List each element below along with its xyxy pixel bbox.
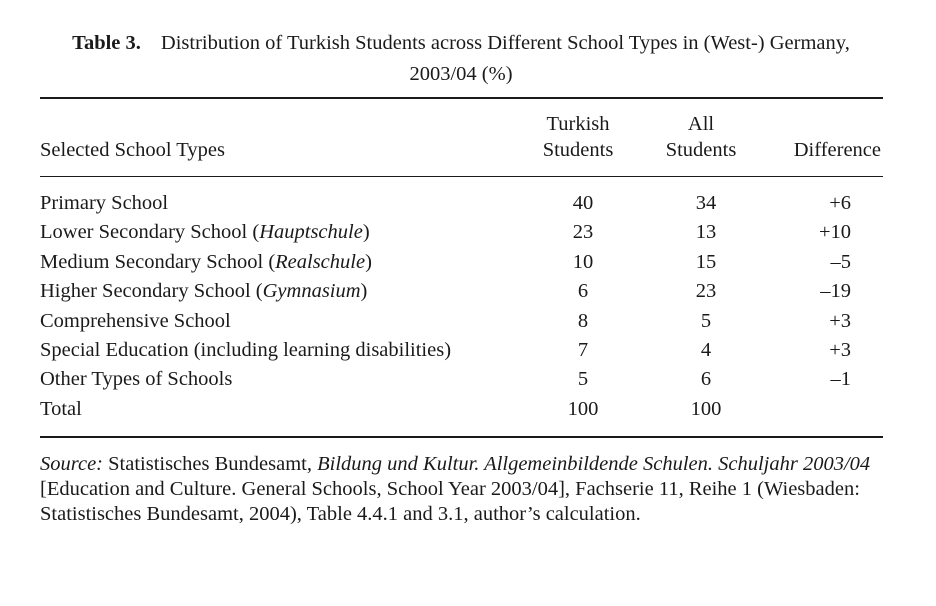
row-turkish-value: 7	[577, 338, 589, 361]
table-row	[0, 278, 936, 307]
row-difference-value: +3	[829, 338, 851, 361]
header-difference: Difference	[793, 139, 881, 161]
table-caption	[40, 28, 882, 90]
row-all-value: 13	[695, 221, 717, 244]
header-rule	[40, 176, 883, 177]
table-row	[0, 219, 936, 248]
row-school-type: Comprehensive School	[40, 309, 231, 332]
row-school-type: Total	[40, 397, 82, 420]
bottom-rule	[40, 436, 883, 438]
top-rule	[40, 97, 883, 99]
row-school-type: Special Education (including learning disabilities)	[40, 338, 452, 361]
header-school-types: Selected School Types	[40, 139, 225, 161]
row-school-type: Other Types of Schools	[40, 368, 233, 391]
table-title: Distribution of Turkish Students across Different School Types in (West-) Germany, 2003/04 (%)	[160, 32, 850, 85]
row-turkish-value: 40	[572, 192, 594, 214]
row-difference-value: –1	[830, 368, 851, 391]
header-turkish-line1: Turkish	[546, 113, 610, 135]
row-school-type: Lower Secondary School (Hauptschule)	[40, 221, 370, 244]
source-details: [Education and Culture. General Schools, School Year 2003/04], Fachserie 11, Reihe 1 (Wiesbaden: Statistisches Bundesamt, 2004), Table 4.4.1 and 3.1, author’s calculation.	[40, 478, 860, 525]
table-row	[0, 366, 936, 395]
row-all-value: 5	[700, 309, 712, 332]
row-turkish-value: 8	[577, 309, 589, 332]
row-difference-value: –5	[830, 250, 851, 273]
row-all-value: 4	[700, 338, 712, 361]
header-all-students	[651, 111, 751, 163]
header-all-line2: Students	[665, 139, 737, 161]
row-difference-value: +3	[829, 309, 851, 332]
row-all-value: 6	[700, 368, 712, 391]
table-row	[0, 337, 936, 366]
row-turkish-value: 23	[572, 221, 594, 244]
table-row	[0, 190, 936, 219]
row-turkish-value: 6	[577, 280, 589, 303]
header-turkish-students	[528, 111, 628, 163]
table-row	[0, 308, 936, 337]
row-school-type: Medium Secondary School (Realschule)	[40, 250, 372, 273]
source-label: Source:	[40, 453, 103, 475]
source-publisher: Statistisches Bundesamt,	[108, 453, 312, 475]
header-turkish-line2: Students	[542, 139, 614, 161]
table-row	[0, 249, 936, 278]
row-all-value: 23	[695, 280, 717, 303]
row-all-value: 100	[690, 397, 722, 420]
table-row-total	[0, 396, 936, 425]
row-turkish-value: 100	[567, 397, 599, 420]
header-all-line1: All	[687, 113, 715, 135]
row-all-value: 15	[695, 250, 717, 273]
table-number: Table 3.	[72, 32, 141, 54]
row-turkish-value: 5	[577, 368, 589, 391]
row-difference-value: +6	[829, 192, 851, 214]
row-difference-value: +10	[818, 221, 851, 244]
row-difference-value: –19	[820, 280, 851, 303]
row-all-value: 34	[695, 192, 717, 214]
source-publication-title: Bildung und Kultur. Allgemeinbildende Schulen. Schuljahr 2003/04	[317, 453, 871, 475]
table-body	[0, 190, 936, 425]
row-school-type: Higher Secondary School (Gymnasium)	[40, 280, 368, 303]
source-note	[40, 452, 890, 527]
row-school-type: Primary School	[40, 192, 169, 214]
row-turkish-value: 10	[572, 250, 594, 273]
